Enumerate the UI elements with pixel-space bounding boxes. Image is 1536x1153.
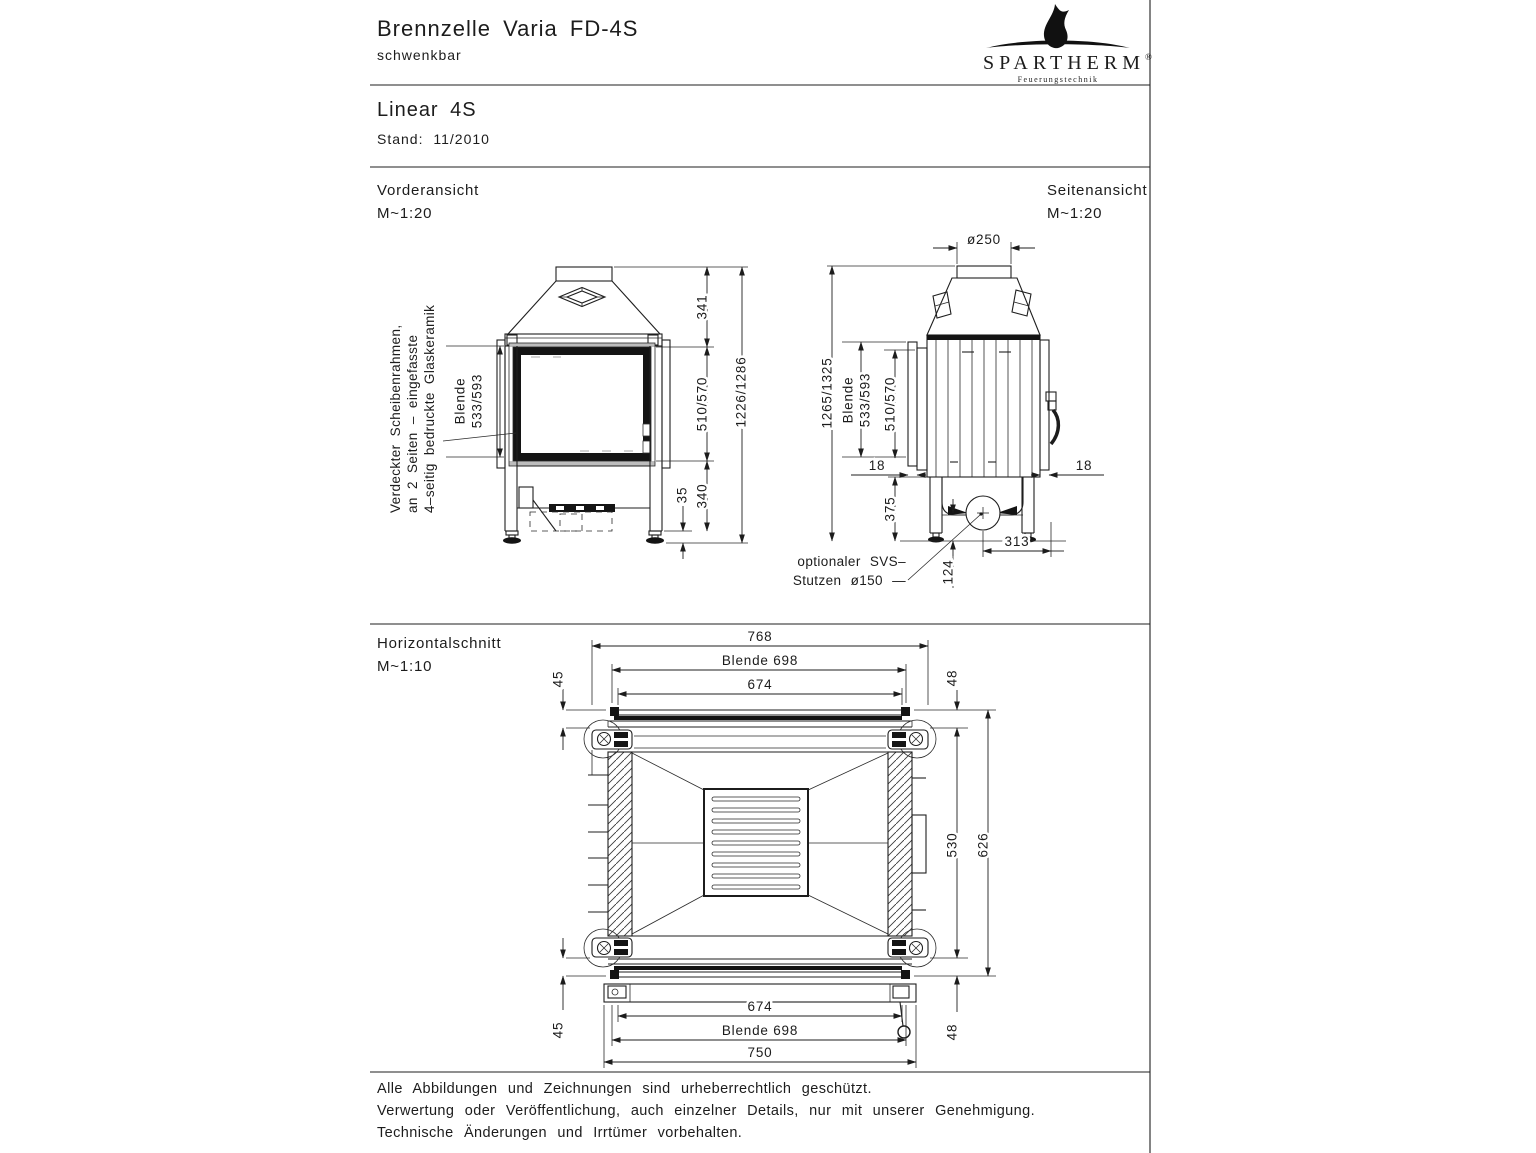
- dim-side-total: 1265/1325: [819, 357, 835, 429]
- dim-section-45-top: 45: [550, 670, 566, 688]
- front-view-drawing: [497, 267, 670, 544]
- dim-section-674-bottom: 674: [747, 999, 773, 1014]
- dim-section-blende-bottom: Blende 698: [721, 1023, 799, 1038]
- dim-section-626: 626: [975, 832, 991, 858]
- section-view-label: Horizontalschnitt M~1:10: [377, 635, 502, 675]
- dim-front-glass: 510/570: [694, 376, 710, 432]
- side-view-dimensions: [820, 232, 1104, 588]
- dim-side-313: 313: [1004, 534, 1030, 549]
- dim-section-45-bottom: 45: [550, 1021, 566, 1039]
- dim-side-18-left: 18: [868, 458, 886, 473]
- page-subtitle: schwenkbar: [377, 47, 462, 63]
- dim-section-768: 768: [747, 629, 773, 644]
- brand-tagline: Feuerungstechnik: [1017, 75, 1099, 84]
- dim-side-flue: ø250: [967, 232, 1001, 247]
- section-drawing: [584, 707, 936, 1038]
- dim-side-blende-label: Blende: [840, 376, 856, 424]
- dim-section-530: 530: [944, 832, 960, 858]
- side-view-label: Seitenansicht M~1:20: [1047, 182, 1148, 222]
- dim-front-341: 341: [694, 294, 710, 320]
- sheet-borders: [370, 0, 1150, 1153]
- dim-section-blende-top: Blende 698: [721, 653, 799, 668]
- dim-front-blende: 533/593: [469, 373, 485, 429]
- dim-side-blende: 533/593: [857, 372, 873, 428]
- dim-side-18-right: 18: [1075, 458, 1093, 473]
- dim-section-750: 750: [747, 1045, 773, 1060]
- dim-side-124: 124: [940, 559, 956, 585]
- revision-date: Stand: 11/2010: [377, 131, 490, 147]
- registered-mark: ®: [1145, 52, 1152, 62]
- front-view-label: Vorderansicht M~1:20: [377, 182, 480, 222]
- glass-annotation-line2: an 2 Seiten – eingefasste: [405, 334, 420, 513]
- glass-annotation-line3: 4–seitig bedruckte Glaskeramik: [422, 304, 437, 513]
- dim-side-glass: 510/570: [882, 376, 898, 432]
- dim-section-48-bottom: 48: [944, 1023, 960, 1041]
- dim-front-35: 35: [674, 486, 690, 504]
- brand-name: SPARTHERM®: [983, 52, 1152, 74]
- glass-annotation-line1: Verdeckter Scheibenrahmen,: [388, 324, 403, 513]
- svs-note: optionaler SVS– Stutzen ø150 —: [792, 554, 906, 588]
- dim-section-48-top: 48: [944, 669, 960, 687]
- dim-front-blende-label: Blende: [452, 377, 468, 425]
- page-title: Brennzelle Varia FD-4S: [377, 16, 639, 41]
- dim-front-340: 340: [694, 483, 710, 509]
- dim-front-total: 1226/1286: [733, 356, 749, 428]
- side-view-drawing: [908, 266, 1058, 543]
- model-name: Linear 4S: [377, 99, 477, 121]
- dim-section-674-top: 674: [747, 677, 773, 692]
- copyright-note: Alle Abbildungen und Zeichnungen sind urheberrechtlich geschützt. Verwertung oder Veröffentlichung, auch einzelner Details, nur mit unserer Genehmigung. Technische Änderungen und Irrtümer vorbehalten.: [377, 1081, 1035, 1142]
- dim-side-375: 375: [882, 496, 898, 522]
